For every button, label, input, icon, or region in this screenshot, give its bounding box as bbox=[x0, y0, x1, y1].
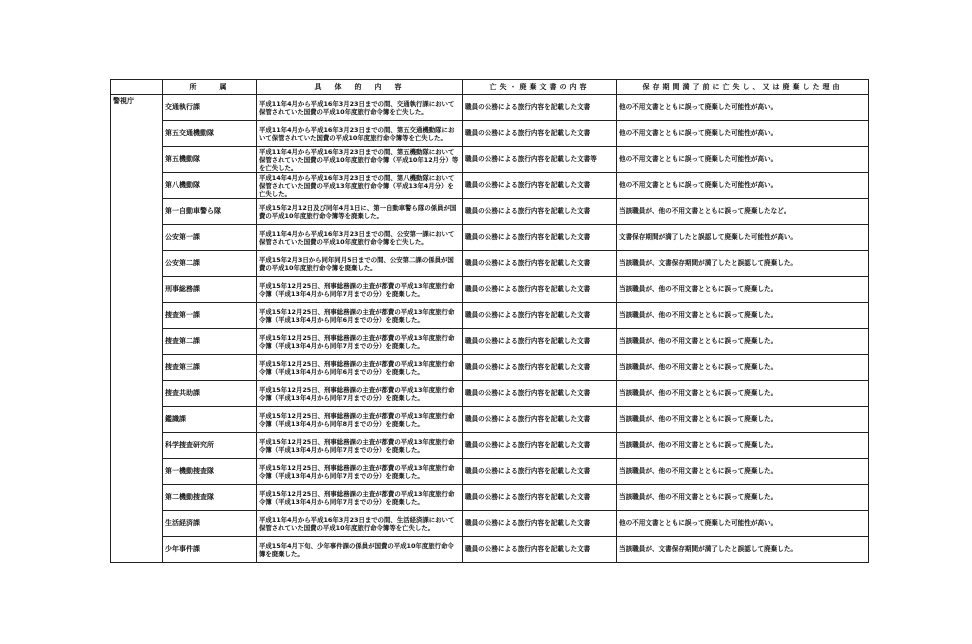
reason-cell: 当該職員が、他の不用文書とともに誤って廃棄した。 bbox=[617, 303, 869, 329]
dept-cell: 交通執行課 bbox=[163, 95, 257, 121]
header-dept: 所 属 bbox=[163, 80, 257, 95]
details-cell: 平成15年12月25日、刑事総務課の主査が都費の平成13年度旅行命令簿（平成13年4月から同年8月までの分）を廃棄した。 bbox=[257, 407, 463, 433]
reason-cell: 当該職員が、他の不用文書とともに誤って廃棄した。 bbox=[617, 407, 869, 433]
details-cell: 平成15年12月25日、刑事総務課の主査が都費の平成13年度旅行命令簿（平成13年4月から同年7月までの分）を廃棄した。 bbox=[257, 277, 463, 303]
table-row bbox=[111, 355, 869, 381]
dept-cell: 捜査第二課 bbox=[163, 329, 257, 355]
reason-cell: 当該職員が、他の不用文書とともに誤って廃棄したなど。 bbox=[617, 199, 869, 225]
details-cell: 平成15年12月25日、刑事総務課の主査が都費の平成13年度旅行命令簿（平成13年4月から同年6月までの分）を廃棄した。 bbox=[257, 303, 463, 329]
dept-cell: 第二機動捜査隊 bbox=[163, 485, 257, 511]
dept-cell: 第五機動隊 bbox=[163, 147, 257, 173]
reason-cell: 他の不用文書とともに誤って廃棄した可能性が高い。 bbox=[617, 511, 869, 537]
reason-cell: 当該職員が、他の不用文書とともに誤って廃棄した。 bbox=[617, 485, 869, 511]
table-row bbox=[111, 537, 869, 563]
table-row bbox=[111, 381, 869, 407]
dept-cell: 第五交通機動隊 bbox=[163, 121, 257, 147]
reason-cell: 当該職員が、他の不用文書とともに誤って廃棄した。 bbox=[617, 459, 869, 485]
dept-cell: 公安第一課 bbox=[163, 225, 257, 251]
lost-document-cell: 職員の公務による旅行内容を記載した文書 bbox=[463, 277, 617, 303]
lost-document-cell: 職員の公務による旅行内容を記載した文書 bbox=[463, 251, 617, 277]
dept-cell: 第一機動捜査隊 bbox=[163, 459, 257, 485]
dept-cell: 公安第二課 bbox=[163, 251, 257, 277]
lost-document-cell: 職員の公務による旅行内容を記載した文書 bbox=[463, 511, 617, 537]
details-cell: 平成15年12月25日、刑事総務課の主査が都費の平成13年度旅行命令簿（平成13年4月から同年7月までの分）を廃棄した。 bbox=[257, 381, 463, 407]
dept-cell: 捜査共助課 bbox=[163, 381, 257, 407]
dept-cell: 刑事総務課 bbox=[163, 277, 257, 303]
table-row bbox=[111, 433, 869, 459]
details-cell: 平成14年4月から平成16年3月23日までの間、第八機動隊において保管されていた国費の平成13年度旅行命令簿（平成13年4月分）を亡失した。 bbox=[257, 173, 463, 199]
details-cell: 平成15年12月25日、刑事総務課の主査が都費の平成13年度旅行命令簿（平成13年4月から同年7月までの分）を廃棄した。 bbox=[257, 329, 463, 355]
details-cell: 平成11年4月から平成16年3月23日までの間、第五交通機動隊において保管されていた国費の平成10年度旅行命令簿等を亡失した。 bbox=[257, 121, 463, 147]
table-row bbox=[111, 407, 869, 433]
dept-cell: 捜査第三課 bbox=[163, 355, 257, 381]
reason-cell: 当該職員が、文書保存期間が満了したと誤認して廃棄した。 bbox=[617, 537, 869, 563]
lost-document-cell: 職員の公務による旅行内容を記載した文書 bbox=[463, 225, 617, 251]
header-lost-document: 亡失・廃棄文書の内容 bbox=[463, 80, 617, 95]
org-cell: 警視庁 bbox=[111, 95, 163, 563]
dept-cell: 第八機動隊 bbox=[163, 173, 257, 199]
reason-cell: 当該職員が、文書保存期間が満了したと誤認して廃棄した。 bbox=[617, 251, 869, 277]
details-cell: 平成15年12月25日、刑事総務課の主査が都費の平成13年度旅行命令簿（平成13年4月から同年7月までの分）を廃棄した。 bbox=[257, 459, 463, 485]
reason-cell: 他の不用文書とともに誤って廃棄した可能性が高い。 bbox=[617, 173, 869, 199]
dept-cell: 少年事件課 bbox=[163, 537, 257, 563]
reason-cell: 当該職員が、他の不用文書とともに誤って廃棄した。 bbox=[617, 329, 869, 355]
table-row bbox=[111, 199, 869, 225]
reason-cell: 他の不用文書とともに誤って廃棄した可能性が高い。 bbox=[617, 147, 869, 173]
details-cell: 平成15年12月25日、刑事総務課の主査が都費の平成13年度旅行命令簿（平成13年4月から同年7月までの分）を廃棄した。 bbox=[257, 433, 463, 459]
dept-cell: 生活経済課 bbox=[163, 511, 257, 537]
details-cell: 平成15年12月25日、刑事総務課の主査が都費の平成13年度旅行命令簿（平成13年4月から同年7月までの分）を廃棄した。 bbox=[257, 485, 463, 511]
details-cell: 平成11年4月から平成16年3月23日までの間、第五機動隊において保管されていた国費の平成10年度旅行命令簿（平成10年12月分）等を亡失した。 bbox=[257, 147, 463, 173]
dept-cell: 捜査第一課 bbox=[163, 303, 257, 329]
dept-cell: 鑑識課 bbox=[163, 407, 257, 433]
table-row bbox=[111, 511, 869, 537]
details-cell: 平成15年4月下旬、少年事件課の係員が国費の平成10年度旅行命令簿を廃棄した。 bbox=[257, 537, 463, 563]
lost-document-cell: 職員の公務による旅行内容を記載した文書 bbox=[463, 329, 617, 355]
table-row bbox=[111, 95, 869, 121]
table-row bbox=[111, 459, 869, 485]
reason-cell: 文書保存期間が満了したと誤認して廃棄した可能性が高い。 bbox=[617, 225, 869, 251]
reason-cell: 当該職員が、他の不用文書とともに誤って廃棄した。 bbox=[617, 355, 869, 381]
lost-document-cell: 職員の公務による旅行内容を記載した文書 bbox=[463, 485, 617, 511]
table-row bbox=[111, 329, 869, 355]
dept-cell: 第一自動車警ら隊 bbox=[163, 199, 257, 225]
lost-document-cell: 職員の公務による旅行内容を記載した文書 bbox=[463, 433, 617, 459]
reason-cell: 当該職員が、他の不用文書とともに誤って廃棄した。 bbox=[617, 277, 869, 303]
table-row bbox=[111, 225, 869, 251]
reason-cell: 他の不用文書とともに誤って廃棄した可能性が高い。 bbox=[617, 121, 869, 147]
table-row bbox=[111, 485, 869, 511]
lost-document-cell: 職員の公務による旅行内容を記載した文書 bbox=[463, 407, 617, 433]
details-cell: 平成11年4月から平成16年3月23日までの間、公安第一課において保管されていた国費の平成10年度旅行命令簿を亡失した。 bbox=[257, 225, 463, 251]
table-row bbox=[111, 277, 869, 303]
lost-document-cell: 職員の公務による旅行内容を記載した文書 bbox=[463, 537, 617, 563]
header-details: 具 体 的 内 容 bbox=[257, 80, 463, 95]
lost-document-cell: 職員の公務による旅行内容を記載した文書 bbox=[463, 199, 617, 225]
table-row bbox=[111, 121, 869, 147]
lost-document-cell: 職員の公務による旅行内容を記載した文書 bbox=[463, 355, 617, 381]
table-row bbox=[111, 173, 869, 199]
reason-cell: 当該職員が、他の不用文書とともに誤って廃棄した。 bbox=[617, 381, 869, 407]
reason-cell: 他の不用文書とともに誤って廃棄した可能性が高い。 bbox=[617, 95, 869, 121]
lost-document-cell: 職員の公務による旅行内容を記載した文書 bbox=[463, 121, 617, 147]
lost-document-cell: 職員の公務による旅行内容を記載した文書 bbox=[463, 303, 617, 329]
details-cell: 平成11年4月から平成16年3月23日までの間、交通執行課において保管されていた国費の平成10年度旅行命令簿を亡失した。 bbox=[257, 95, 463, 121]
disposal-record-table bbox=[110, 79, 869, 563]
header-row bbox=[111, 80, 869, 95]
details-cell: 平成11年4月から平成16年3月23日までの間、生活経済課において保管されていた国費の平成10年度旅行命令簿等を亡失した。 bbox=[257, 511, 463, 537]
table-row bbox=[111, 303, 869, 329]
header-org bbox=[111, 80, 163, 95]
lost-document-cell: 職員の公務による旅行内容を記載した文書 bbox=[463, 95, 617, 121]
table-row bbox=[111, 251, 869, 277]
reason-cell: 当該職員が、他の不用文書とともに誤って廃棄した。 bbox=[617, 433, 869, 459]
details-cell: 平成15年2月3日から同年同月5日までの間、公安第二課の係員が国費の平成10年度旅行命令簿を廃棄した。 bbox=[257, 251, 463, 277]
lost-document-cell: 職員の公務による旅行内容を記載した文書 bbox=[463, 381, 617, 407]
lost-document-cell: 職員の公務による旅行内容を記載した文書等 bbox=[463, 147, 617, 173]
lost-document-cell: 職員の公務による旅行内容を記載した文書 bbox=[463, 459, 617, 485]
details-cell: 平成15年12月25日、刑事総務課の主査が都費の平成13年度旅行命令簿（平成13年4月から同年6月までの分）を廃棄した。 bbox=[257, 355, 463, 381]
lost-document-cell: 職員の公務による旅行内容を記載した文書 bbox=[463, 173, 617, 199]
header-reason: 保存期間満了前に亡失し、又は廃棄した理由 bbox=[617, 80, 869, 95]
table-row bbox=[111, 147, 869, 173]
dept-cell: 科学捜査研究所 bbox=[163, 433, 257, 459]
details-cell: 平成15年2月12日及び同年4月1日に、第一自動車警ら隊の係員が国費の平成10年度旅行命令簿等を廃棄した。 bbox=[257, 199, 463, 225]
